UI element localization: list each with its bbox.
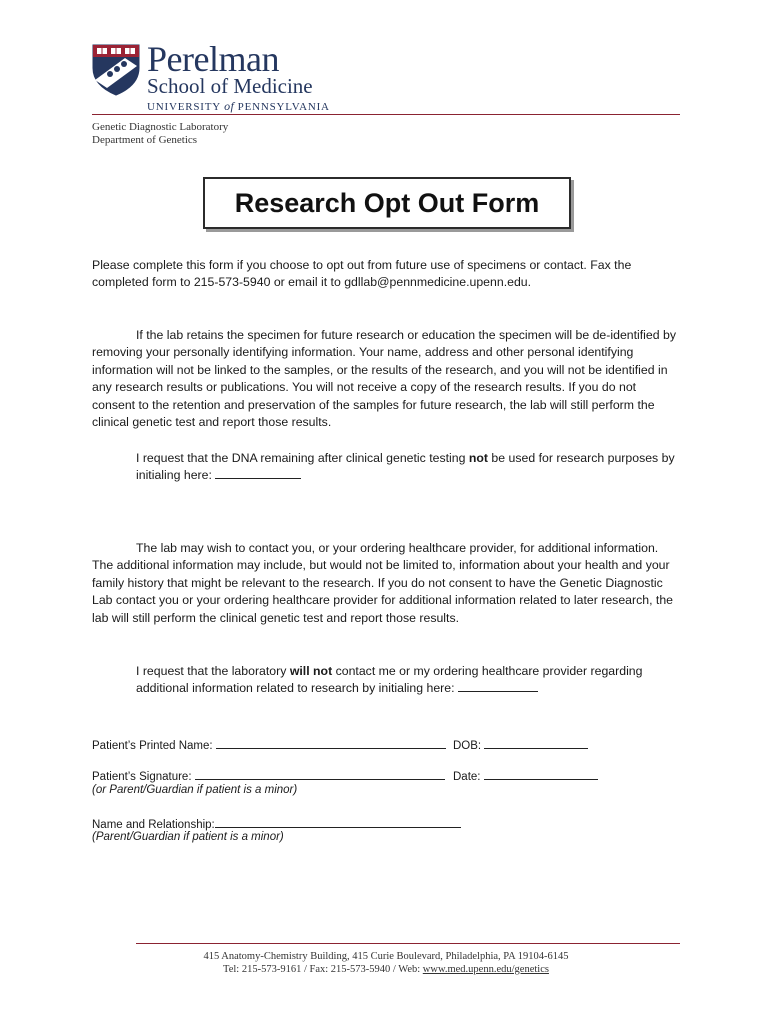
logo-line-university: [147, 99, 330, 114]
contact-request-text-pre: I request that the laboratory: [136, 664, 290, 678]
logo-line-perelman: Perelman: [147, 39, 279, 79]
date-field[interactable]: [484, 768, 598, 780]
dna-request-emphasis: not: [468, 451, 488, 465]
department-name: Department of Genetics: [92, 134, 198, 146]
signature-note-or: or: [95, 784, 107, 796]
dob-row: [453, 737, 588, 754]
signature-note-open: (: [92, 784, 96, 796]
printed-name-row: [92, 737, 446, 754]
footer-contact-text: Tel: 215-573-9161 / Fax: 215-573-5940 / Web:: [223, 964, 423, 975]
dna-request-text-post: be used for research purposes by initialing here:: [136, 451, 675, 483]
department-block: [92, 121, 228, 147]
title-box: [203, 177, 571, 229]
contact-paragraph: The lab may wish to contact you, or your ordering healthcare provider, for additional information. The additional information may include, but would not be limited to, information about your health and your family history that might be relevant to the research. If you do not consent to have the Genetic Diagnostic Lab contact you or your ordering healthcare provider for additional information related to later research, the lab will still perform the clinical genetic test and report those results.: [92, 541, 674, 625]
dna-request-text-pre: I request that the DNA remaining after clinical genetic testing: [136, 451, 469, 465]
penn-shield-icon: [92, 44, 140, 101]
name-relationship-field[interactable]: [215, 816, 461, 828]
logo-of-word: of: [224, 99, 235, 113]
contact-request-text-post: contact me or my ordering healthcare provider regarding additional information related to research by initialing here:: [136, 664, 643, 696]
lab-name: Genetic Diagnostic Laboratory: [92, 121, 229, 133]
logo-wordmark: [147, 40, 330, 114]
specimen-retention-paragraph: If the lab retains the specimen for future research or education the specimen will be de-identified by removing your personally identifying information. Your name, address and other personal identifying information will not be linked to the samples, or the results of the research, and you will not be identified in any research results or publications. You will not receive a copy of the research results. If you do not consent to the retention and preservation of the samples for future research, the lab will still perform the clinical genetic test and report those results.: [92, 328, 676, 430]
signature-label: Patient’s Signature:: [92, 771, 192, 783]
dob-label: DOB:: [453, 740, 482, 752]
dob-field[interactable]: [484, 737, 588, 749]
header-divider: [92, 114, 680, 115]
name-relationship-label: Name and Relationship:: [92, 819, 215, 831]
dna-opt-out-request: [136, 450, 684, 485]
name-relationship-note: (Parent/Guardian if patient is a minor): [92, 831, 284, 843]
footer-web-link[interactable]: www.med.upenn.edu/genetics: [422, 964, 549, 975]
date-row: [453, 768, 598, 785]
dna-initials-field[interactable]: [215, 467, 301, 479]
contact-opt-out-request: [136, 663, 684, 698]
signature-note-rest: Parent/Guardian if patient is a minor): [106, 784, 298, 796]
page-title: Research Opt Out Form: [234, 187, 540, 218]
footer-contact-line: [136, 963, 636, 976]
footer-address: [136, 950, 636, 976]
footer-divider: [136, 943, 680, 944]
date-label: Date:: [453, 771, 481, 783]
logo-university-word: UNIVERSITY: [147, 101, 221, 113]
signature-row: [92, 768, 445, 785]
signature-note: [92, 784, 297, 796]
contact-request-emphasis: will not: [289, 664, 333, 678]
logo-pennsylvania-word: PENNSYLVANIA: [237, 101, 330, 113]
signature-field[interactable]: [195, 768, 445, 780]
printed-name-field[interactable]: [216, 737, 446, 749]
contact-initials-field[interactable]: [458, 680, 538, 692]
footer-address-line: 415 Anatomy-Chemistry Building, 415 Curie Boulevard, Philadelphia, PA 19104-6145: [203, 951, 569, 962]
printed-name-label: Patient’s Printed Name:: [92, 740, 213, 752]
logo-line-school: School of Medicine: [147, 74, 313, 98]
intro-paragraph: Please complete this form if you choose to opt out from future use of specimens or contact. Fax the completed form to 215-573-5940 or email it to gdllab@pennmedicine.upenn.edu.: [92, 258, 632, 290]
